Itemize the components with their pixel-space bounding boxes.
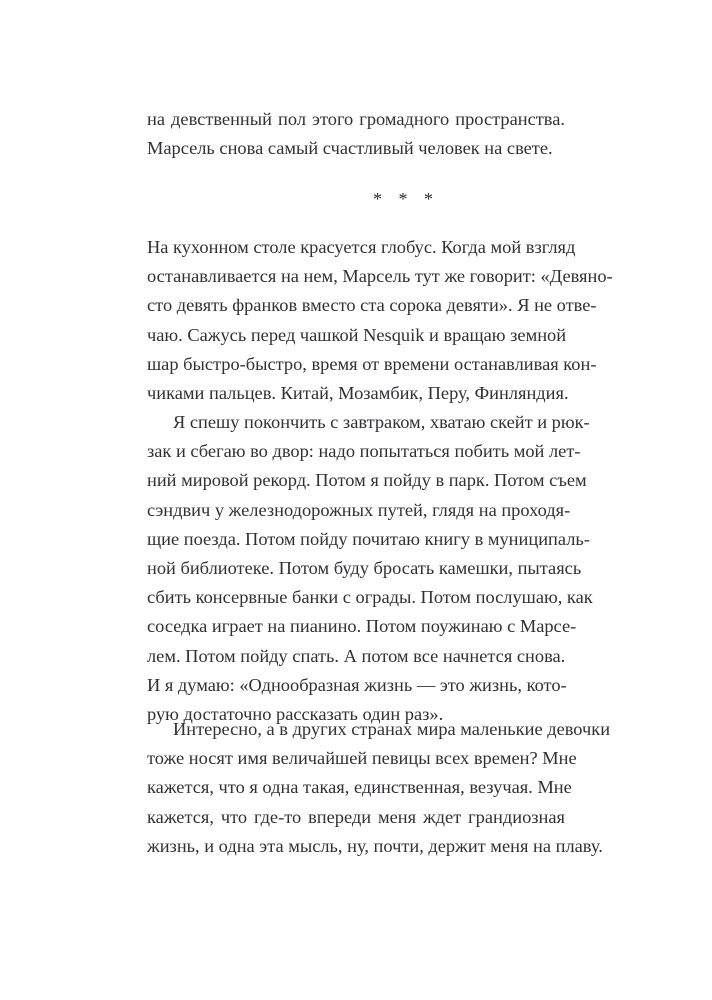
text-line: И я думаю: «Однообразная жизнь — это жизнь, кото- xyxy=(147,674,567,695)
text-line: зак и сбегаю во двор: надо попытаться побить мой лет- xyxy=(147,441,581,462)
text-line: Интересно, а в других странах мира маленькие девочки xyxy=(173,719,611,739)
paragraph-4 xyxy=(147,715,611,861)
paragraph-3 xyxy=(147,408,593,729)
text-line: лем. Потом пойду спать. А потом все начнется снова. xyxy=(147,645,566,666)
paragraph-1 xyxy=(147,105,565,163)
text-line: ний мировой рекорд. Потом я пойду в парк. Потом съем xyxy=(147,470,587,491)
text-line: Марсель снова самый счастливый человек на свете. xyxy=(147,138,553,159)
text-line: сэндвич у железнодорожных путей, глядя на проходя- xyxy=(147,499,571,520)
text-line: На кухонном столе красуется глобус. Когда мой взгляд xyxy=(147,237,576,257)
text-line: чаю. Сажусь перед чашкой Nesquik и вращаю земной xyxy=(147,324,567,345)
text-line: рую достаточно рассказать один раз». xyxy=(147,703,444,724)
text-line: останавливается на нем, Марсель тут же говорит: «Девяно- xyxy=(147,266,613,287)
text-line: щие поезда. Потом пойду почитаю книгу в муниципаль- xyxy=(147,528,590,549)
paragraph-2 xyxy=(147,233,613,408)
text-line: сто девять франков вместо ста сорока девяти». Я не отве- xyxy=(147,295,597,316)
text-line: шар быстро-быстро, время от времени останавливая кон- xyxy=(147,353,597,374)
text-line: на девственный пол этого громадного пространства. xyxy=(147,109,565,129)
text-line: сбить консервные банки с ограды. Потом послушаю, как xyxy=(147,587,593,608)
text-line: тоже носят имя величайшей певицы всех времен? Мне xyxy=(147,748,577,769)
section-separator: * * * xyxy=(373,189,439,209)
text-line: жизнь, и одна эта мысль, ну, почти, держит меня на плаву. xyxy=(147,835,603,856)
text-line: Я спешу покончить с завтраком, хватаю скейт и рюк- xyxy=(173,412,590,432)
text-line: кажется, что где-то впереди меня ждет грандиозная xyxy=(147,806,565,827)
text-line: ной библиотеке. Потом буду бросать камешки, пытаясь xyxy=(147,557,582,578)
text-line: чиками пальцев. Китай, Мозамбик, Перу, Финляндия. xyxy=(147,382,569,403)
text-line: соседка играет на пианино. Потом поужинаю с Марсе- xyxy=(147,616,577,637)
text-line: кажется, что я одна такая, единственная, везучая. Мне xyxy=(147,777,572,798)
